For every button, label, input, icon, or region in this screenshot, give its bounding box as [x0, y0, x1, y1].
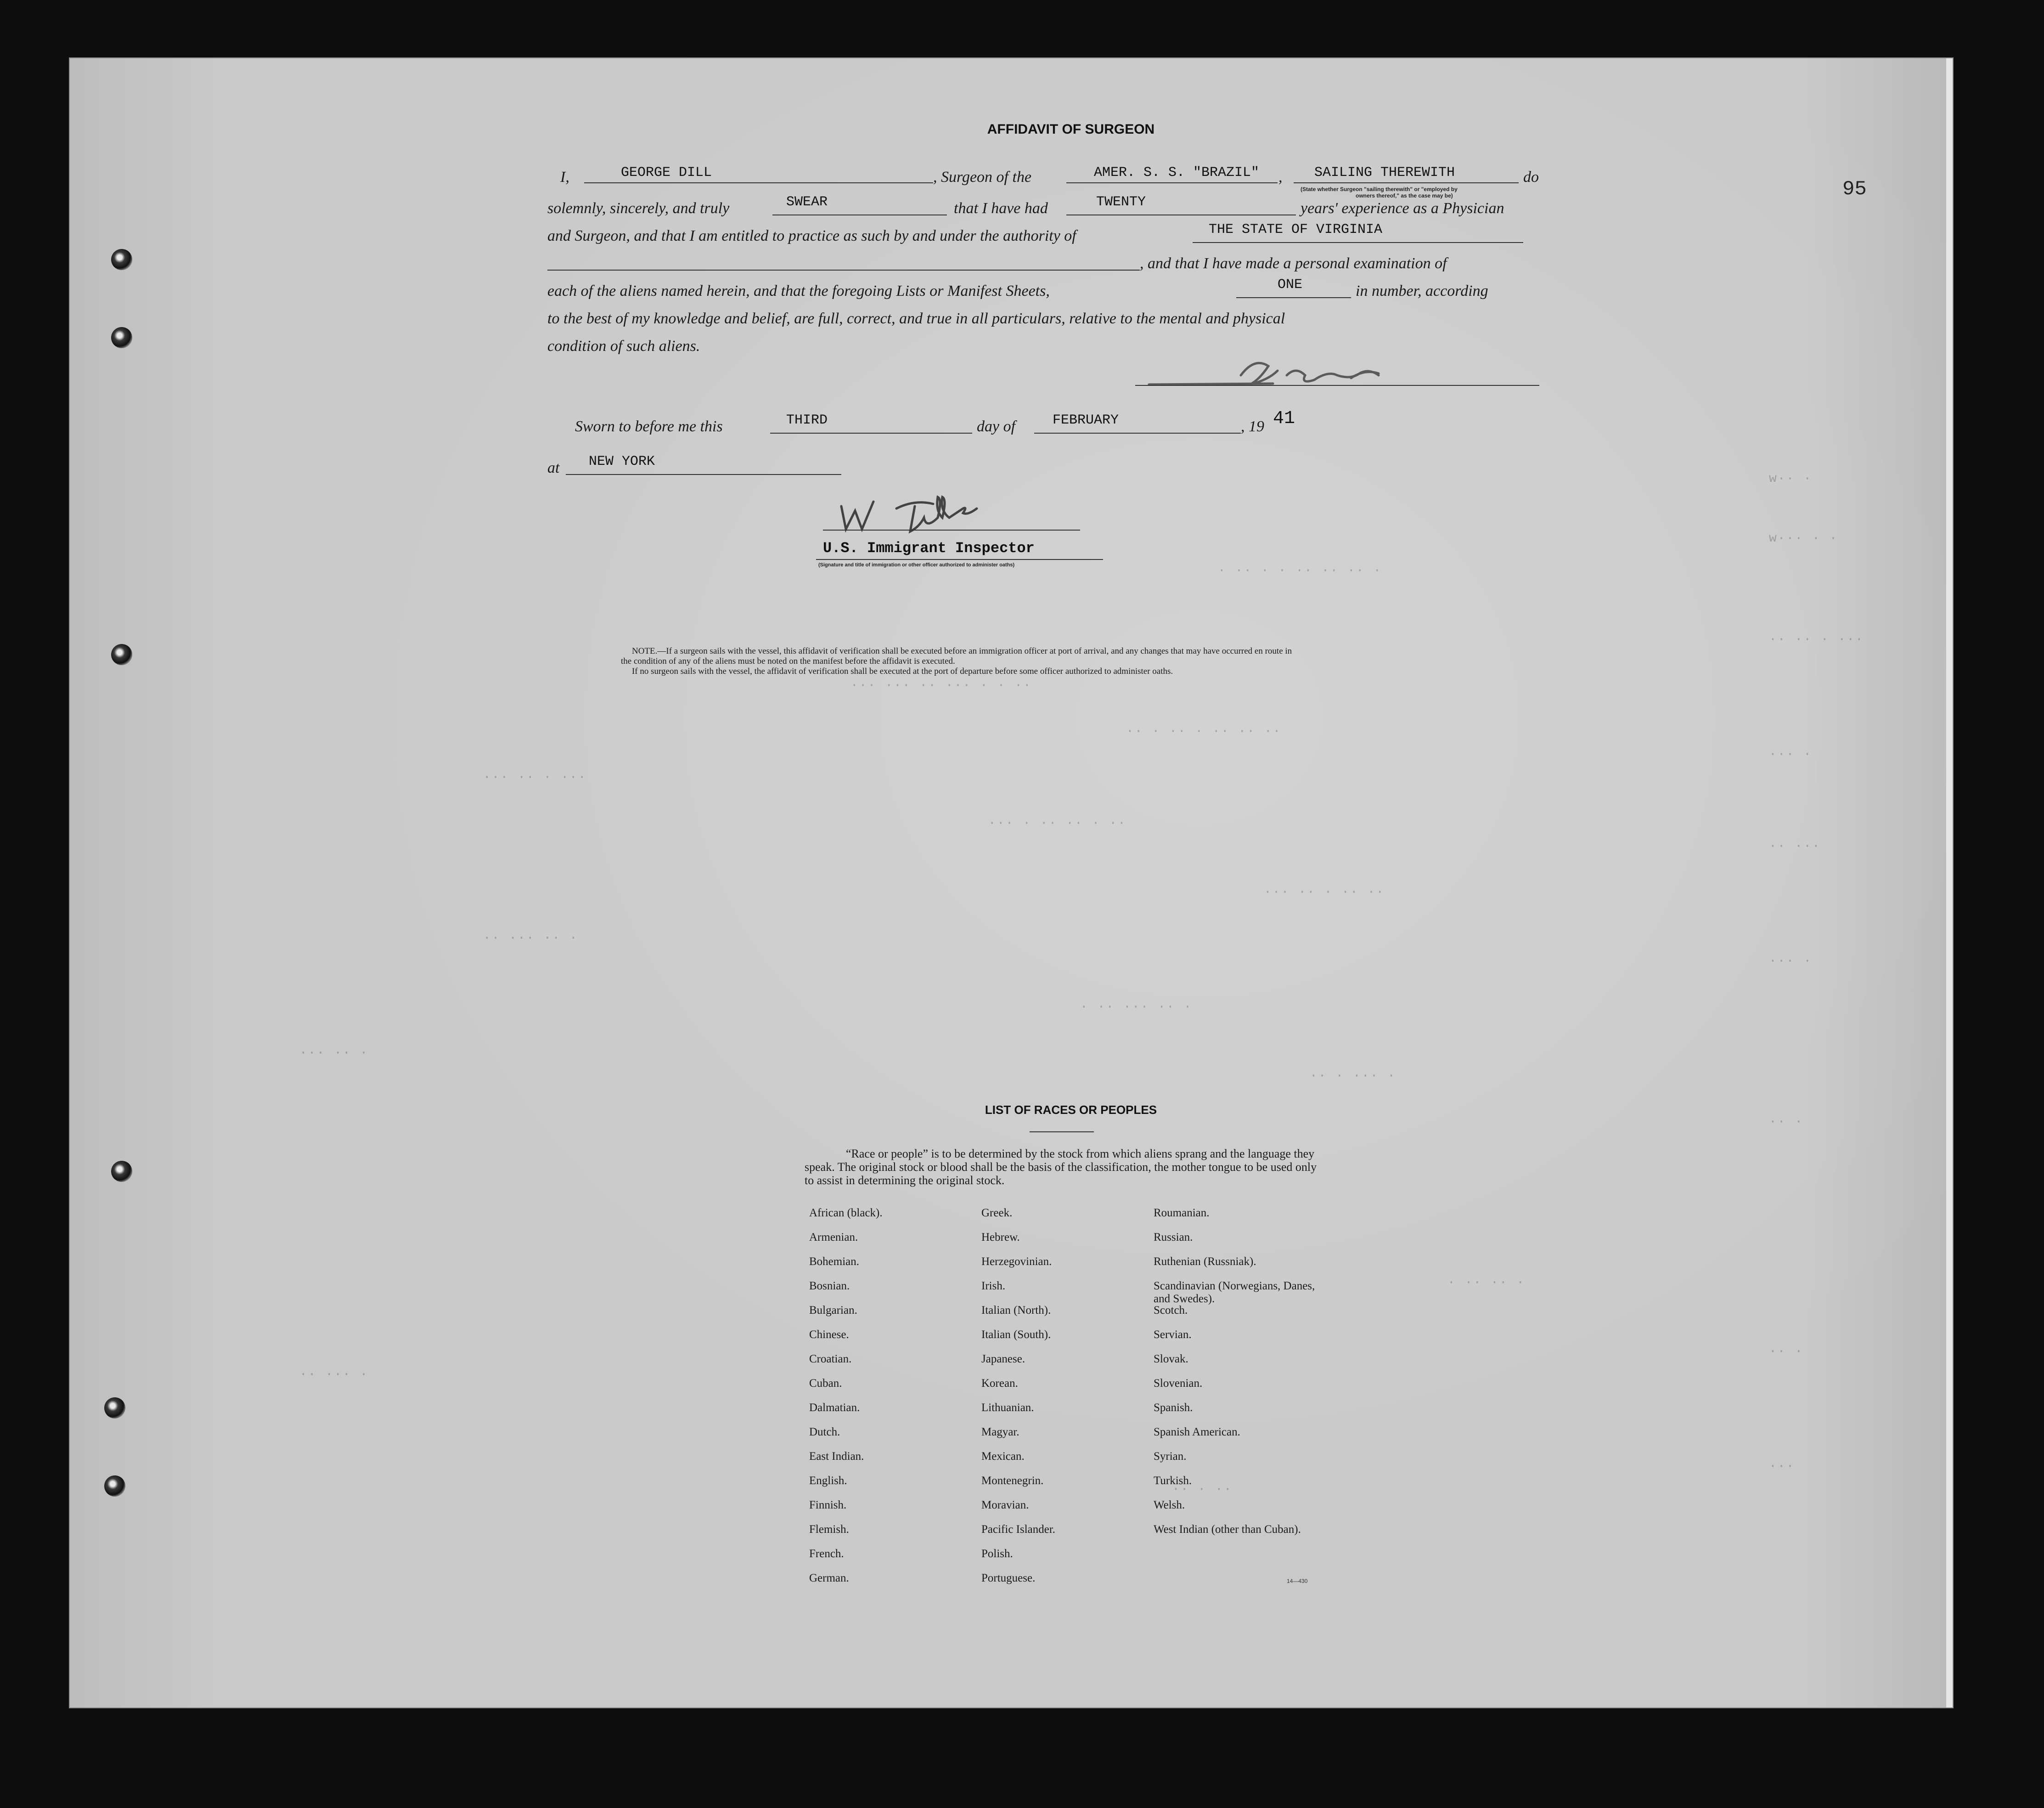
authority-rule	[1193, 242, 1523, 243]
line2-mid: that I have had	[954, 200, 1048, 217]
race-item: Pacific Islander.	[981, 1523, 1056, 1536]
race-item: Polish.	[981, 1548, 1013, 1560]
sworn-day: THIRD	[786, 412, 828, 428]
race-item: Bosnian.	[809, 1280, 850, 1292]
races-intro: “Race or people” is to be determined by the stock from which aliens sprang and the language they speak. The original stock or blood shall be the basis of the classification, the mother tongue to be used only to assist in determining the original stock.	[805, 1147, 1317, 1187]
race-item: Armenian.	[809, 1231, 858, 1243]
binder-hole-3	[111, 644, 132, 665]
race-item: English.	[809, 1475, 847, 1487]
line2-start: solemnly, sincerely, and truly	[547, 200, 730, 217]
races-column-2	[981, 1207, 1133, 1596]
note-line-3: If no surgeon sails with the vessel, the affidavit of verification shall be executed at the port of departure before some officer authorized to administer oaths.	[632, 667, 1173, 676]
year-suffix: 41	[1273, 408, 1295, 429]
race-item: Hebrew.	[981, 1231, 1020, 1243]
line7: condition of such aliens.	[547, 338, 700, 355]
inspector-signature	[823, 488, 1080, 538]
race-item: Cuban.	[809, 1377, 842, 1390]
day-of-label: day of	[977, 418, 1016, 435]
oath-word: SWEAR	[786, 194, 828, 210]
years-experience: TWENTY	[1096, 194, 1146, 210]
surgeon-of-label: , Surgeon of the	[933, 169, 1032, 186]
inspector-caption: (Signature and title of immigration or other officer authorized to administer oaths)	[818, 562, 1015, 568]
race-item: Japanese.	[981, 1353, 1025, 1365]
sworn-place: NEW YORK	[589, 454, 655, 469]
line5-end: in number, according	[1356, 282, 1488, 299]
surgeon-name: GEORGE DILL	[621, 165, 712, 181]
ship-rule	[1066, 182, 1278, 183]
sworn-month-rule	[1034, 433, 1241, 434]
race-item: Italian (South).	[981, 1328, 1051, 1341]
sworn-day-rule	[770, 433, 972, 434]
line5-start: each of the aliens named herein, and that the foregoing Lists or Manifest Sheets,	[547, 282, 1050, 299]
race-item: Finnish.	[809, 1499, 847, 1511]
at-label: at	[547, 459, 560, 476]
race-item: Italian (North).	[981, 1304, 1051, 1316]
sworn-label: Sworn to before me this	[575, 418, 723, 435]
binder-hole-2	[111, 327, 132, 348]
race-item: Portuguese.	[981, 1572, 1036, 1584]
line3-start: and Surgeon, and that I am entitled to practice as such by and under the authority of	[547, 227, 1076, 244]
race-item: Bohemian.	[809, 1255, 860, 1268]
i-label: I,	[560, 169, 569, 186]
race-item: African (black).	[809, 1207, 883, 1219]
inspector-caption-rule	[816, 559, 1103, 560]
race-item: Scotch.	[1154, 1304, 1188, 1316]
race-item: Korean.	[981, 1377, 1018, 1390]
sailing-note-2: owners thereof," as the case may be)	[1356, 192, 1453, 199]
sheets-rule	[1236, 297, 1351, 298]
races-column-1	[809, 1207, 961, 1596]
race-item: German.	[809, 1572, 849, 1584]
bleed-through-text: w·· · w··· · · · ·· · · ·· ·· ·· · ·· ·· · ··· ··· ··· ·· ··· · · ·· ·· · ·· · ·· ·· ·· ··· · ··· ·· · ··· ··· · ·· ·· · ·· ·· ··· ··· ·· · ·· ·· ·· ··· ·· · ··· · · ·· ··· ·· · ··· ·· · ·· · ··· · ·· · · ·· ·· · ·· · ·· ··· · ··· ·· · ··	[299, 472, 1864, 1497]
blank-rule	[547, 270, 1140, 271]
race-item: Syrian.	[1154, 1450, 1187, 1463]
race-item: Chinese.	[809, 1328, 849, 1341]
race-item: West Indian (other than Cuban).	[1154, 1523, 1301, 1536]
ship-name: AMER. S. S. "BRAZIL"	[1094, 165, 1260, 181]
race-item: Montenegrin.	[981, 1475, 1044, 1487]
race-item: Irish.	[981, 1280, 1006, 1292]
note-line-1: NOTE.—If a surgeon sails with the vessel, this affidavit of verification shall be executed before an immigration officer at port of arrival, and any changes that may have occurred en route in	[632, 646, 1292, 656]
race-item: Greek.	[981, 1207, 1013, 1219]
line4-end: , and that I have made a personal examination of	[1140, 255, 1447, 272]
race-item: Slovenian.	[1154, 1377, 1203, 1390]
surgeon-name-rule	[584, 182, 933, 183]
sailing-note-1: (State whether Surgeon "sailing therewith" or "employed by	[1301, 186, 1458, 192]
race-item: Slovak.	[1154, 1353, 1188, 1365]
race-item: Spanish.	[1154, 1401, 1193, 1414]
place-rule	[566, 474, 841, 475]
affidavit-note	[621, 646, 1544, 677]
race-item: Servian.	[1154, 1328, 1192, 1341]
race-item: Moravian.	[981, 1499, 1029, 1511]
affidavit-title: AFFIDAVIT OF SURGEON	[987, 122, 1155, 137]
races-title-rule	[1030, 1131, 1094, 1132]
race-item: Magyar.	[981, 1426, 1019, 1438]
document-page	[69, 57, 1954, 1708]
page-number: 95	[1842, 178, 1867, 201]
sheet-count: ONE	[1278, 277, 1303, 293]
line2-end: years' experience as a Physician	[1301, 200, 1504, 217]
race-item: Herzegovinian.	[981, 1255, 1052, 1268]
do-label: do	[1523, 169, 1539, 186]
race-item: East Indian.	[809, 1450, 864, 1463]
race-item: Spanish American.	[1154, 1426, 1240, 1438]
races-title: LIST OF RACES OR PEOPLES	[985, 1103, 1157, 1117]
binder-hole-6	[104, 1475, 125, 1497]
sworn-month: FEBRUARY	[1053, 412, 1119, 428]
sailing-rule	[1294, 182, 1519, 183]
race-item: Lithuanian.	[981, 1401, 1034, 1414]
race-item: Russian.	[1154, 1231, 1193, 1243]
surgeon-signature	[1135, 348, 1539, 394]
comma: ,	[1278, 169, 1283, 186]
year-prefix: , 19	[1241, 418, 1264, 435]
race-item: Turkish.	[1154, 1475, 1192, 1487]
races-column-3	[1154, 1207, 1328, 1548]
race-item: Welsh.	[1154, 1499, 1185, 1511]
race-item: Mexican.	[981, 1450, 1025, 1463]
sailing-status: SAILING THEREWITH	[1314, 165, 1455, 181]
race-item: Flemish.	[809, 1523, 849, 1536]
race-item: Dutch.	[809, 1426, 840, 1438]
race-item: Bulgarian.	[809, 1304, 857, 1316]
race-item: Roumanian.	[1154, 1207, 1210, 1219]
binder-hole-1	[111, 249, 132, 270]
race-item: French.	[809, 1548, 844, 1560]
race-item: Dalmatian.	[809, 1401, 860, 1414]
form-code: 14—430	[1287, 1578, 1308, 1584]
inspector-title: U.S. Immigrant Inspector	[823, 540, 1035, 557]
binder-hole-4	[111, 1161, 132, 1182]
race-item: Croatian.	[809, 1353, 852, 1365]
line6: to the best of my knowledge and belief, are full, correct, and true in all particulars, relative to the mental and physical	[547, 310, 1285, 327]
race-item: Ruthenian (Russniak).	[1154, 1255, 1256, 1268]
binder-hole-5	[104, 1397, 125, 1418]
authority: THE STATE OF VIRGINIA	[1209, 222, 1383, 237]
race-item: Scandinavian (Norwegians, Danes, and Swedes).	[1154, 1280, 1315, 1305]
note-line-2: the condition of any of the aliens must be noted on the manifest before the affidavit is executed.	[621, 656, 955, 666]
